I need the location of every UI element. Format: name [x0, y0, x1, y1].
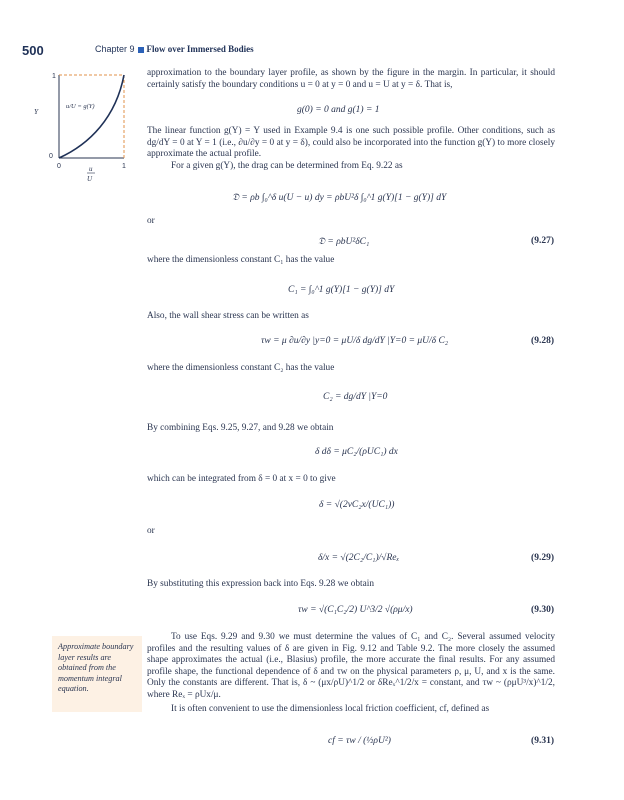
y-tick-bottom: 0 [49, 153, 53, 160]
profile-curve [59, 75, 124, 158]
equation-9-28: τw = μ ∂u/∂y |y=0 = μU/δ dg/dY |Y=0 = μU/δ C₂ [261, 336, 449, 346]
equation-drag: 𝔇 = ρb ∫₀^δ u(U − u) dy = ρbU²δ ∫₀^1 g(Y)[1 − g(Y)] dY [232, 193, 447, 203]
x-tick-right: 1 [122, 163, 126, 170]
paragraph-6: where the dimensionless constant C₂ has the value [147, 363, 335, 373]
equation-number-9-30: (9.30) [531, 605, 554, 615]
equation-c2: C₂ = dg/dY |Y=0 [323, 392, 388, 402]
paragraph-8: which can be integrated from δ = 0 at x = 0 to give [147, 474, 336, 484]
equation-c1: C₁ = ∫₀^1 g(Y)[1 − g(Y)] dY [288, 285, 395, 295]
paragraph-11: It is often convenient to use the dimensionless local friction coefficient, cf, defined as [171, 704, 490, 714]
paragraph-3: For a given g(Y), the drag can be determined from Eq. 9.22 as [171, 161, 403, 171]
header-square-icon [138, 47, 144, 53]
x-label-numerator: u [89, 165, 93, 173]
paragraph-7: By combining Eqs. 9.25, 9.27, and 9.28 we obtain [147, 423, 334, 433]
equation-9-30: τw = √(C₁C₂/2) U^3/2 √(ρμ/x) [298, 605, 413, 615]
equation-number-9-29: (9.29) [531, 553, 554, 563]
paragraph-2: The linear function g(Y) = Y used in Example 9.4 is one such possible profile. Other conditions, such as dg/dY = 0 at Y = 1 (i.e., ∂u/∂y = 0 at y = δ), could also be incorporated into the function g(Y) to more closely approximate the actual profile. [147, 126, 555, 160]
chapter-label: Chapter 9 [95, 44, 135, 54]
equation-delta: δ = √(2νC₂x/(UC₁)) [319, 500, 395, 510]
equation-number-9-27: (9.27) [531, 236, 554, 246]
equation-number-9-28: (9.28) [531, 336, 554, 346]
text-or-1: or [147, 216, 155, 226]
chapter-title: Flow over Immersed Bodies [146, 44, 254, 54]
page-number: 500 [22, 43, 44, 58]
curve-label: u/U = g(Y) [66, 103, 95, 110]
y-tick-top: 1 [52, 73, 56, 80]
paragraph-10: To use Eqs. 9.29 and 9.30 we must determine the values of C₁ and C₂. Several assumed velocity profiles and the resulting values of δ are given in Fig. 9.12 and Table 9.2. The more closely the assumed shape approximates the actual (i.e., Blasius) profile, the more accurate the final results. For any assumed profile shape, the functional dependence of δ and τw on the physical parameters ρ, μ, U, and x is the same. Only the constants are different. That is, δ ~ (μx/ρU)^1/2 or δReₓ^1/2/x = constant, and τw ~ (ρμU³/x)^1/2, where Reₓ = ρUx/μ. [147, 632, 555, 700]
y-axis-label: Y [34, 107, 39, 116]
margin-note: Approximate boundary layer results are obtained from the momentum integral equation. [52, 636, 142, 712]
paragraph-1: approximation to the boundary layer profile, as shown by the figure in the margin. In particular, it should certainly satisfy the boundary conditions u = 0 at y = 0 and u = U at y = δ. That is, [147, 68, 555, 90]
running-header [95, 44, 254, 54]
text-or-2: or [147, 526, 155, 536]
equation-9-31: cf = τw / (½ρU²) [328, 736, 391, 746]
paragraph-9: By substituting this expression back into Eqs. 9.28 we obtain [147, 579, 374, 589]
equation-number-9-31: (9.31) [531, 736, 554, 746]
equation-9-29: δ/x = √(2C₂/C₁)/√Reₓ [318, 553, 400, 563]
profile-figure [20, 62, 140, 192]
paragraph-4: where the dimensionless constant C₁ has the value [147, 255, 335, 265]
x-label-denominator: U [87, 175, 93, 183]
equation-9-27: 𝔇 = ρbU²δC₁ [318, 237, 370, 247]
x-tick-left: 0 [57, 163, 61, 170]
equation-ddelta: δ dδ = μC₂/(ρUC₁) dx [315, 447, 398, 457]
paragraph-5: Also, the wall shear stress can be written as [147, 311, 309, 321]
equation-boundary-conditions: g(0) = 0 and g(1) = 1 [297, 105, 380, 115]
